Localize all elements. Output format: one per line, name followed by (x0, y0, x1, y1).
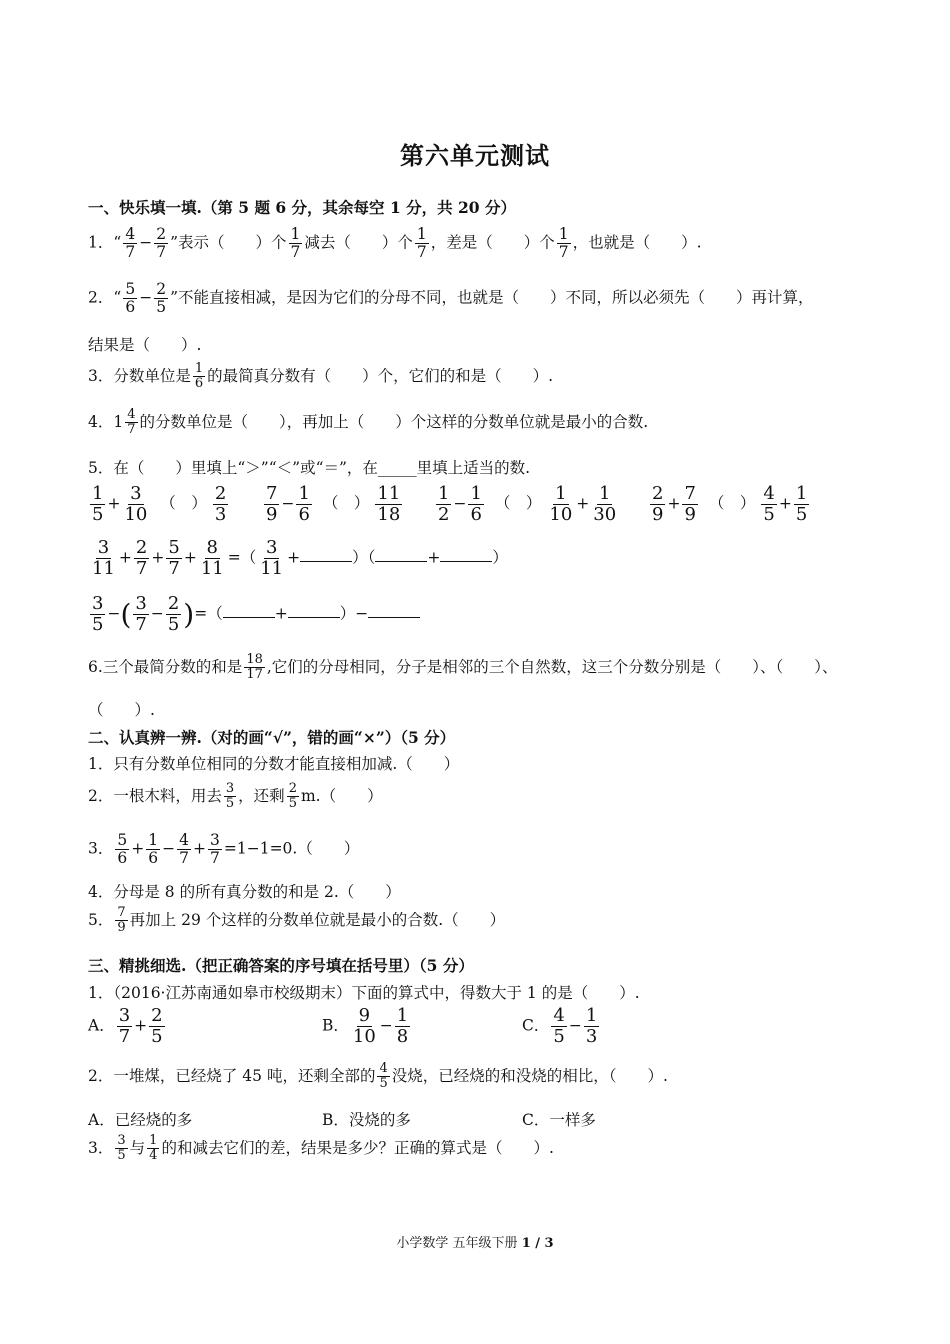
option-b: B． $\frac{9}{10}$ − $\frac{1}{8}$ (322, 1005, 409, 1047)
option-b-2: B．没烧的多 (322, 1111, 411, 1129)
question-1-2-cont: 结果是（ ）. (88, 336, 202, 354)
page-number: 1 / 3 (521, 1236, 554, 1251)
compare-3: $\frac{1}{2}$ − $\frac{1}{6}$ （ ） $\frac{1}{10}$ + $\frac{1}{30}$ (438, 483, 617, 525)
question-2-4: 4．分母是 8 的所有真分数的和是 2.（ ） (88, 883, 401, 901)
question-2-1: 1．只有分数单位相同的分数才能直接相加减.（ ） (88, 755, 460, 773)
section-2-heading: 二、认真辨一辨.（对的画“√”，错的画“×”）（5 分） (88, 728, 456, 747)
question-2-2: 2．一根木料，用去 $\frac{3}{5}$ ，还剩 $\frac{2}{5}$ m.（ ） (88, 781, 383, 812)
question-2-5: 5． $\frac{7}{9}$ 再加上 29 个这样的分数单位就是最小的合数.（ ） (88, 905, 506, 936)
option-a: A． $\frac{3}{7}$ + $\frac{2}{5}$ (88, 1005, 163, 1047)
question-3-1: 1．（2016·江苏南通如皋市校级期末）下面的算式中，得数大于 1 的是（ ）. (88, 984, 640, 1002)
equation-1: $\frac{3}{11}$ + $\frac{2}{7}$ + $\frac{5}{7}$ + $\frac{8}{11}$ =（ $\frac{3}{11}$ + ）（ + ） (92, 537, 508, 579)
option-c-2: C．一样多 (522, 1111, 596, 1129)
question-1-1: 1．“ $\frac{4}{7}$ − $\frac{2}{7}$ ”表示（ ）个 $\frac{1}{7}$ 减去（ ）个 $\frac{1}{7}$ ，差是（ ）个 $\frac{1}{7}$ ，也就是（ ）. (88, 225, 702, 262)
question-1-5: 5．在（ ）里填上“＞”“＜”或“＝”，在_____里填上适当的数. (88, 459, 531, 477)
compare-4: $\frac{2}{9}$ + $\frac{7}{9}$ （ ） $\frac{4}{5}$ + $\frac{1}{5}$ (652, 483, 808, 525)
question-1-6-cont: （ ）. (88, 701, 155, 719)
question-1-6: 6.三个最简分数的和是 $\frac{18}{17}$ ,它们的分母相同，分子是相邻的三个自然数，这三个分数分别是（ ）、（ ）、 (88, 652, 838, 683)
compare-1: $\frac{1}{5}$ + $\frac{3}{10}$ （ ） $\frac{2}{3}$ (92, 483, 227, 525)
option-a-2: A．已经烧的多 (88, 1111, 193, 1129)
page-title: 第六单元测试 (400, 141, 550, 170)
question-2-3: 3． $\frac{5}{6}$ + $\frac{1}{6}$ − $\frac{4}{7}$ + $\frac{3}{7}$ =1−1=0.（ ） (88, 831, 360, 868)
equation-2: $\frac{3}{5}$ −( $\frac{3}{7}$ − $\frac{2}{5}$ )=（ + ）− (88, 594, 420, 635)
question-1-4: 4．1 $\frac{4}{7}$ 的分数单位是（ ），再加上（ ）个这样的分数单位就是最小的合数. (88, 407, 649, 438)
compare-2: $\frac{7}{9}$ − $\frac{1}{6}$ （ ） $\frac{11}{18}$ (266, 483, 401, 525)
option-c: C． $\frac{4}{5}$ − $\frac{1}{3}$ (522, 1005, 598, 1047)
question-3-2: 2．一堆煤，已经烧了 45 吨，还剩全部的 $\frac{4}{5}$ 没烧，已经烧的和没烧的相比，（ ）. (88, 1061, 668, 1092)
question-3-3: 3． $\frac{3}{5}$ 与 $\frac{1}{4}$ 的和减去它们的差，结果是多少？正确的算式是（ ）. (88, 1133, 554, 1164)
question-1-2: 2．“ $\frac{5}{6}$ − $\frac{2}{5}$ ”不能直接相减，是因为它们的分母不同，也就是（ ）不同，所以必须先（ ）再计算， (88, 280, 814, 317)
section-1-heading: 一、快乐填一填.（第 5 题 6 分，其余每空 1 分，共 20 分） (88, 198, 516, 217)
page-footer: 小学数学 五年级下册 1 / 3 (396, 1236, 554, 1251)
question-1-3: 3．分数单位是 $\frac{1}{6}$ 的最简真分数有（ ）个，它们的和是（ ）. (88, 361, 554, 392)
section-3-heading: 三、精挑细选.（把正确答案的序号填在括号里）（5 分） (88, 956, 474, 975)
